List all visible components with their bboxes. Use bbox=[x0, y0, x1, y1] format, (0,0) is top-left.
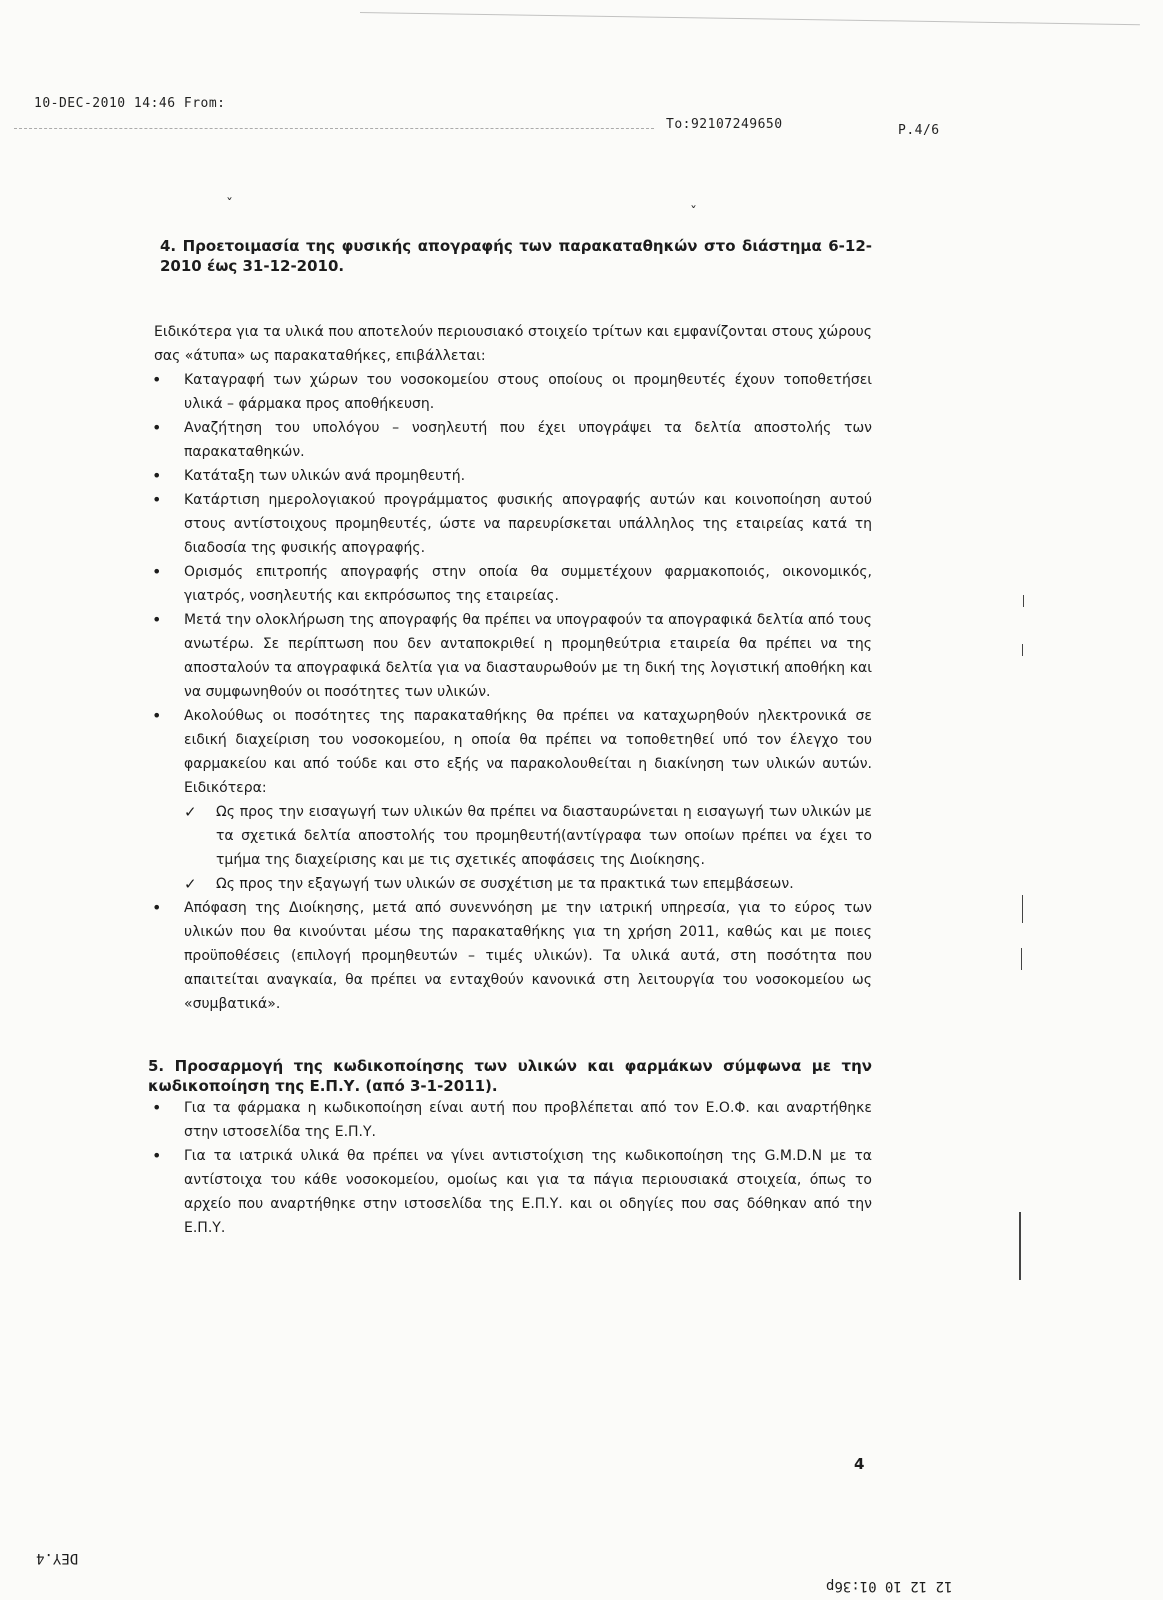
rotated-footer-left: DEY.4 bbox=[36, 1550, 79, 1566]
list-item: • Καταγραφή των χώρων του νοσοκομείου στους οποίους οι προμηθευτές έχουν τοποθετήσει υλικά – φάρμακα προς αποθήκευση. bbox=[150, 368, 872, 416]
section-4-intro: Ειδικότερα για τα υλικά που αποτελούν περιουσιακό στοιχείο τρίτων και εμφανίζονται στους χώρους σας «άτυπα» ως παρακαταθήκες, επιβάλλεται: bbox=[154, 324, 872, 364]
margin-mark bbox=[1022, 895, 1023, 923]
document-body bbox=[150, 236, 872, 1240]
page-number: 4 bbox=[854, 1455, 865, 1473]
list-item: • Απόφαση της Διοίκησης, μετά από συνεννόηση με την ιατρική υπηρεσία, για το εύρος των υλικών που θα κινούνται μέσω της παρακαταθήκης για τη χρήση 2011, καθώς και με ποιες προϋποθέσεις (επιλογή προμηθευτών – τιμές υλικών). Τα υλικά αυτά, στη ποσότητα που απαιτείται αναγκαία, θα πρέπει να ενταχθούν κανονικά στη λειτουργία του νοσοκομείου ως «συμβατικά». bbox=[150, 896, 872, 1016]
margin-mark bbox=[1019, 1212, 1021, 1280]
section-5-list bbox=[150, 1096, 872, 1240]
section-5-heading: 5. Προσαρμογή της κωδικοποίησης των υλικών και φαρμάκων σύμφωνα με την κωδικοποίηση της Ε.Π.Υ. (από 3-1-2011). bbox=[148, 1057, 872, 1095]
rotated-footer-right: 12 12 10 01:36p bbox=[826, 1578, 953, 1594]
section-4-heading: 4. Προετοιμασία της φυσικής απογραφής των παρακαταθηκών στο διάστημα 6-12-2010 έως 31-12-2010. bbox=[160, 237, 872, 275]
scan-edge-line bbox=[360, 12, 1140, 25]
list-item: • Αναζήτηση του υπολόγου – νοσηλευτή που έχει υπογράψει τα δελτία αποστολής των παρακαταθηκών. bbox=[150, 416, 872, 464]
check-item: ✓ Ως προς την εξαγωγή των υλικών σε συσχέτιση με τα πρακτικά των επεμβάσεων. bbox=[184, 872, 872, 896]
list-item: • Κατάρτιση ημερολογιακού προγράμματος φυσικής απογραφής αυτών και κοινοποίηση αυτού στους αντίστοιχους προμηθευτές, ώστε να παρευρίσκεται υπάλληλος της εταιρείας κατά τη διαδοσία της φυσικής απογραφής. bbox=[150, 488, 872, 560]
scan-speck: ˇ bbox=[226, 197, 233, 213]
fax-header-recipient: To:92107249650 bbox=[666, 117, 783, 132]
list-item-text: Ακολούθως οι ποσότητες της παρακαταθήκης θα πρέπει να καταχωρηθούν ηλεκτρονικά σε ειδική διαχείριση του νοσοκομείου, η οποία θα πρέπει να τοποθετηθεί υπό τον έλεγχο του φαρμακείου και από τούδε και στο εξής να παρακολουθείται η διακίνηση των υλικών αυτών. Ειδικότερα: bbox=[184, 708, 872, 796]
list-item: • Για τα φάρμακα η κωδικοποίηση είναι αυτή που προβλέπεται από τον Ε.Ο.Φ. και αναρτήθηκε στην ιστοσελίδα της Ε.Π.Υ. bbox=[150, 1096, 872, 1144]
list-item-with-sublist bbox=[150, 704, 872, 896]
fax-header-rule bbox=[14, 128, 654, 129]
scan-speck: ˇ bbox=[690, 205, 697, 221]
fax-header-page: P.4/6 bbox=[898, 123, 940, 138]
margin-mark bbox=[1023, 595, 1024, 607]
margin-mark bbox=[1022, 644, 1023, 656]
check-item: ✓ Ως προς την εισαγωγή των υλικών θα πρέπει να διασταυρώνεται η εισαγωγή των υλικών με τα σχετικά δελτία αποστολής του προμηθευτή(αντίγραφα των οποίων πρέπει να έχει το τμήμα της διαχείρισης και με τις σχετικές αποφάσεις της Διοίκησης. bbox=[184, 800, 872, 872]
margin-mark bbox=[1021, 948, 1022, 970]
list-item: • Κατάταξη των υλικών ανά προμηθευτή. bbox=[150, 464, 872, 488]
list-item: • Μετά την ολοκλήρωση της απογραφής θα πρέπει να υπογραφούν τα απογραφικά δελτία από τους ανωτέρω. Σε περίπτωση που δεν ανταποκριθεί η προμηθεύτρια εταιρεία θα πρέπει να της αποσταλούν τα απογραφικά δελτία για να διασταυρωθούν με τη δική της λογιστική αποθήκη και να συμφωνηθούν οι ποσότητες των υλικών. bbox=[150, 608, 872, 704]
list-item: • Ορισμός επιτροπής απογραφής στην οποία θα συμμετέχουν φαρμακοποιός, οικονομικός, γιατρός, νοσηλευτής και εκπρόσωπος της εταιρείας. bbox=[150, 560, 872, 608]
section-4-list bbox=[150, 368, 872, 1016]
check-list bbox=[184, 800, 872, 896]
list-item: • Για τα ιατρικά υλικά θα πρέπει να γίνει αντιστοίχιση της κωδικοποίηση της G.M.D.N με τα αντίστοιχα του κάθε νοσοκομείου, ομοίως και για τα πάγια περιουσιακά στοιχεία, όπως το αρχείο που αναρτήθηκε στην ιστοσελίδα της Ε.Π.Υ. και οι οδηγίες που σας δόθηκαν από την Ε.Π.Υ. bbox=[150, 1144, 872, 1240]
fax-header-date: 10-DEC-2010 14:46 From: bbox=[34, 96, 226, 111]
